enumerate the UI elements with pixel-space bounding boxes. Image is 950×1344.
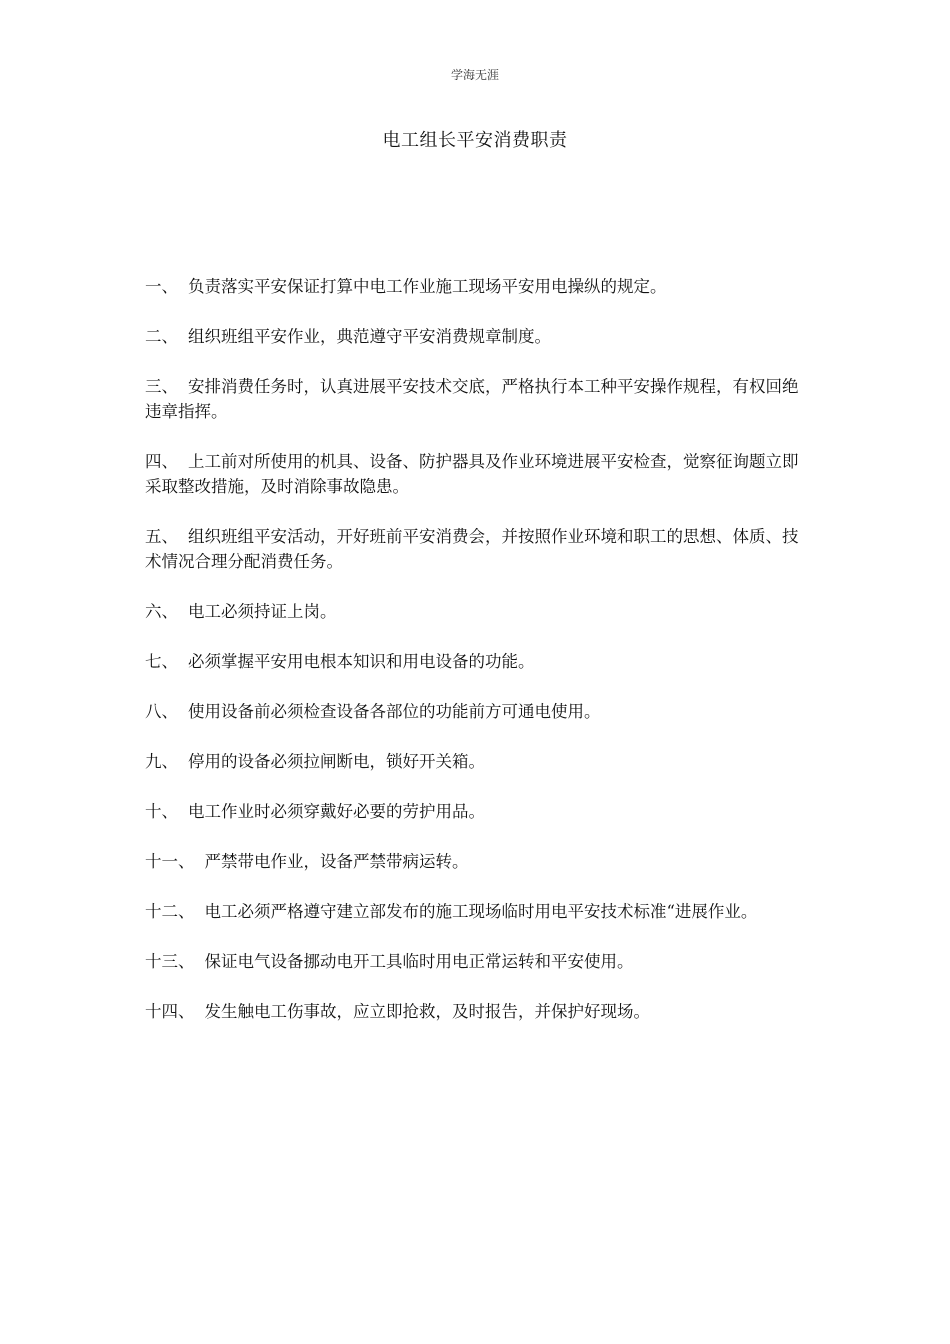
list-item	[145, 799, 805, 824]
item-text: 电工必须持证上岗。	[188, 602, 337, 621]
item-number: 九、	[145, 752, 178, 771]
list-item	[145, 374, 805, 424]
item-text: 电工作业时必须穿戴好必要的劳护用品。	[188, 802, 485, 821]
list-item	[145, 949, 805, 974]
list-item	[145, 749, 805, 774]
item-number: 一、	[145, 277, 178, 296]
list-item	[145, 999, 805, 1024]
item-number: 八、	[145, 702, 178, 721]
document-title: 电工组长平安消费职责	[382, 130, 568, 151]
item-text: 停用的设备必须拉闸断电，锁好开关箱。	[188, 752, 485, 771]
item-number: 六、	[145, 602, 178, 621]
item-text: 组织班组平安活动，开好班前平安消费会，并按照作业环境和职工的思想、体质、技术情况合理分配消费任务。	[145, 527, 799, 571]
duty-list	[145, 274, 805, 1049]
list-item	[145, 899, 805, 924]
item-number: 十、	[145, 802, 178, 821]
item-number: 十一、	[145, 852, 195, 871]
item-text: 安排消费任务时，认真进展平安技术交底，严格执行本工种平安操作规程，有权回绝违章指挥。	[145, 377, 799, 421]
list-item	[145, 524, 805, 574]
item-text: 发生触电工伤事故，应立即抢救，及时报告，并保护好现场。	[204, 1002, 650, 1021]
item-text: 负责落实平安保证打算中电工作业施工现场平安用电操纵的规定。	[188, 277, 667, 296]
list-item	[145, 274, 805, 299]
list-item	[145, 324, 805, 349]
list-item	[145, 849, 805, 874]
item-text: 上工前对所使用的机具、设备、防护器具及作业环境进展平安检查，觉察征询题立即采取整改措施，及时消除事故隐患。	[145, 452, 799, 496]
list-item	[145, 699, 805, 724]
item-number: 三、	[145, 377, 178, 396]
item-text: 电工必须严格遵守建立部发布的施工现场临时用电平安技术标准“进展作业。	[204, 902, 758, 921]
item-number: 十四、	[145, 1002, 195, 1021]
item-number: 七、	[145, 652, 178, 671]
list-item	[145, 449, 805, 499]
item-text: 组织班组平安作业，典范遵守平安消费规章制度。	[188, 327, 551, 346]
item-text: 保证电气设备挪动电开工具临时用电正常运转和平安使用。	[204, 952, 634, 971]
list-item	[145, 599, 805, 624]
item-text: 使用设备前必须检查设备各部位的功能前方可通电使用。	[188, 702, 601, 721]
item-number: 十二、	[145, 902, 195, 921]
item-text: 必须掌握平安用电根本知识和用电设备的功能。	[188, 652, 535, 671]
page-header: 学海无涯	[450, 68, 499, 82]
item-text: 严禁带电作业，设备严禁带病运转。	[204, 852, 469, 871]
item-number: 五、	[145, 527, 178, 546]
item-number: 二、	[145, 327, 178, 346]
item-number: 四、	[145, 452, 178, 471]
item-number: 十三、	[145, 952, 195, 971]
list-item	[145, 649, 805, 674]
